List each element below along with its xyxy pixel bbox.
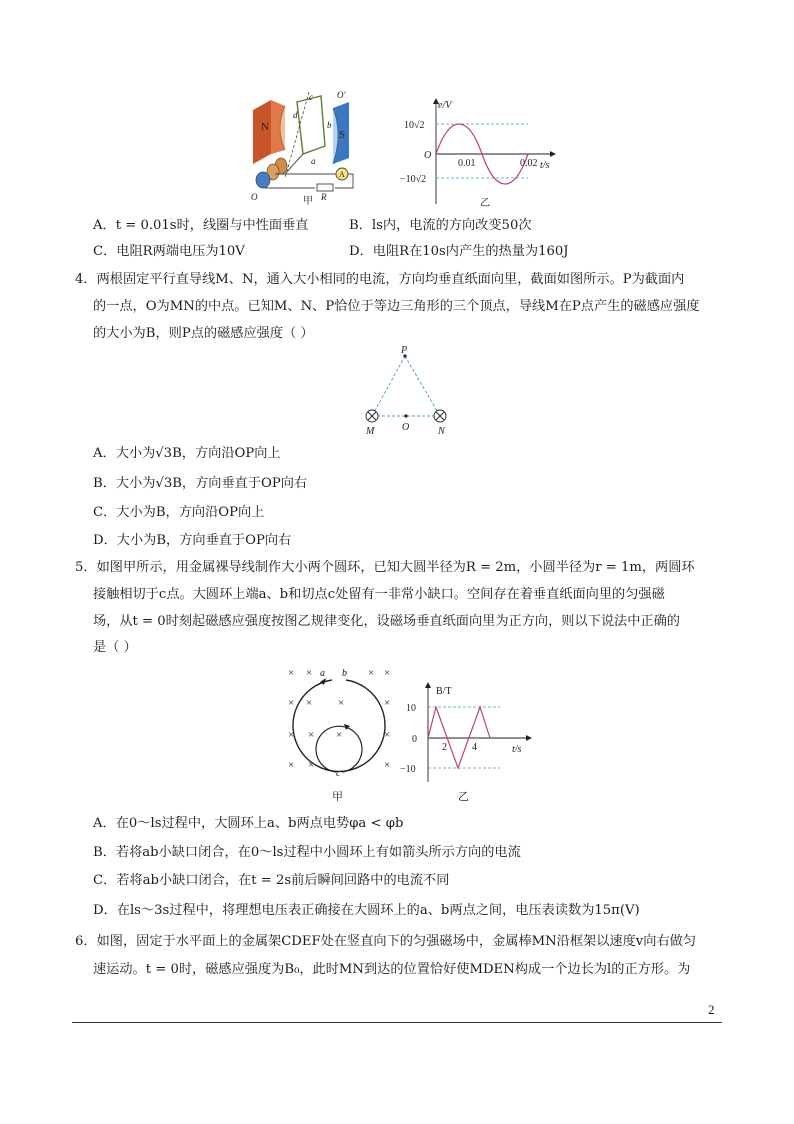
field-cross-icon: ×	[368, 667, 375, 679]
label-m: M	[366, 426, 375, 437]
label-o-prime: O′	[337, 90, 346, 100]
caption-jia: 甲	[303, 196, 313, 207]
tick-002: 0.02	[520, 158, 538, 169]
y-bottom-label: −10√2	[400, 174, 427, 185]
field-cross-icon: ×	[288, 667, 295, 679]
label-a: a	[311, 156, 316, 166]
y-top-label: 10	[406, 703, 416, 714]
y-axis-label: B/T	[436, 686, 452, 697]
field-cross-icon: ×	[288, 729, 295, 741]
q5-option-d[interactable]: D．在ls～3s过程中，将理想电压表正确接在大圆环上的a、b两点之间，电压表读数为15π(V)	[93, 903, 640, 918]
q3-option-d[interactable]: D．电阻R在10s内产生的热量为160J	[349, 244, 569, 259]
q5-stem-line-3: 场，从t = 0时刻起磁感应强度按图乙规律变化，设磁场垂直纸面向里为正方向，则以下说法中正确的	[93, 614, 680, 629]
q3-option-a[interactable]: A．t = 0.01s时，线圈与中性面垂直	[93, 218, 309, 233]
label-c: c	[336, 768, 341, 779]
q4-stem-line-1: 4．两根固定平行直导线M、N，通入大小相同的电流，方向均垂直纸面向里，截面如图所示。P为截面内	[75, 272, 685, 287]
q5-b-graph	[400, 682, 540, 806]
caption-yi: 乙	[458, 791, 469, 803]
x-axis-label: t/s	[512, 744, 522, 755]
field-cross-icon: ×	[384, 667, 391, 679]
label-p: P	[401, 345, 408, 356]
q3-emf-graph	[400, 96, 560, 211]
field-cross-icon: ×	[308, 729, 315, 741]
q4-option-d[interactable]: D．大小为B，方向垂直于OP向右	[93, 533, 292, 548]
field-cross-icon: ×	[308, 759, 315, 771]
wire-n-icon	[434, 410, 446, 422]
y-top-label: 10√2	[404, 120, 425, 131]
triangle-wave	[428, 707, 490, 768]
q6-stem-line-1: 6．如图，固定于水平面上的金属架CDEF处在竖直向下的匀强磁场中，金属棒MN沿框架以速度v向右做匀	[75, 934, 697, 949]
label-n: N	[438, 426, 445, 437]
field-cross-icon: ×	[306, 697, 313, 709]
coil	[297, 96, 325, 154]
tick-001: 0.01	[458, 158, 476, 169]
resistor	[317, 184, 333, 191]
q5-stem-line-2: 接触相切于c点。大圆环上端a、b和切点c处留有一非常小缺口。空间存在着垂直纸面向里的匀强磁	[93, 587, 665, 602]
q3-option-b[interactable]: B．ls内，电流的方向改变50次	[349, 218, 532, 233]
field-cross-icon: ×	[384, 697, 391, 709]
q5-stem-line-4: 是（ ）	[93, 640, 137, 655]
label-b: b	[342, 668, 347, 679]
label-a: a	[320, 668, 325, 679]
q3-option-c[interactable]: C．电阻R两端电压为10V	[93, 244, 245, 259]
q5-option-b[interactable]: B．若将ab小缺口闭合，在0～ls过程中小圆环上有如箭头所示方向的电流	[93, 845, 521, 860]
q5-option-a[interactable]: A．在0～ls过程中，大圆环上a、b两点电势φa < φb	[93, 816, 404, 831]
page-number: 2	[708, 1002, 715, 1017]
q6-stem-line-2: 速运动。t = 0时，磁感应强度为B₀，此时MN到达的位置恰好使MDEN构成一个边长为l的正方形。为	[93, 962, 691, 977]
field-cross-icon: ×	[336, 729, 343, 741]
label-o: O	[402, 422, 410, 433]
caption-jia: 甲	[332, 791, 343, 803]
wire-m-icon	[366, 410, 378, 422]
y-bottom-label: −10	[400, 764, 416, 775]
q4-option-a[interactable]: A．大小为√3B，方向沿OP向上	[93, 446, 281, 461]
x-axis-label: t/s	[540, 160, 550, 171]
field-cross-icon: ×	[384, 759, 391, 771]
field-cross-icon: ×	[338, 697, 345, 709]
tick-2: 2	[442, 742, 447, 753]
ammeter-label: A	[339, 170, 345, 179]
label-s: S	[339, 129, 346, 141]
q3-generator-figure	[245, 92, 375, 212]
y-axis-label: e/V	[438, 100, 452, 111]
q4-triangle-figure	[358, 346, 458, 436]
origin-label: 0	[412, 734, 417, 745]
tick-4: 4	[472, 742, 477, 753]
caption-yi: 乙	[480, 198, 490, 209]
label-d: d	[293, 110, 298, 120]
q5-rings-figure	[280, 664, 392, 806]
label-n: N	[261, 121, 269, 133]
q4-stem-line-3: 的大小为B，则P点的磁感应强度（ ）	[93, 326, 314, 341]
q5-option-c[interactable]: C．若将ab小缺口闭合，在t = 2s前后瞬间回路中的电流不同	[93, 873, 450, 888]
q4-option-b[interactable]: B．大小为√3B，方向垂直于OP向右	[93, 476, 308, 491]
field-cross-icon: ×	[384, 729, 391, 741]
label-o: O	[251, 192, 258, 202]
field-cross-icon: ×	[288, 697, 295, 709]
field-cross-icon: ×	[288, 759, 295, 771]
origin-label: O	[424, 150, 432, 161]
label-c: c	[309, 92, 313, 102]
q5-stem-line-1: 5．如图甲所示，用金属裸导线制作大小两个圆环，已知大圆半径为R = 2m，小圆半径为r = 1m，两圆环	[75, 560, 695, 575]
footer-divider	[72, 1022, 722, 1023]
label-b: b	[327, 120, 332, 130]
label-r: R	[321, 192, 327, 202]
q4-option-c[interactable]: C．大小为B，方向沿OP向上	[93, 505, 265, 520]
field-cross-icon: ×	[306, 667, 313, 679]
q4-stem-line-2: 的一点，O为MN的中点。已知M、N、P恰位于等边三角形的三个顶点，导线M在P点产生的磁感应强度	[93, 299, 700, 314]
